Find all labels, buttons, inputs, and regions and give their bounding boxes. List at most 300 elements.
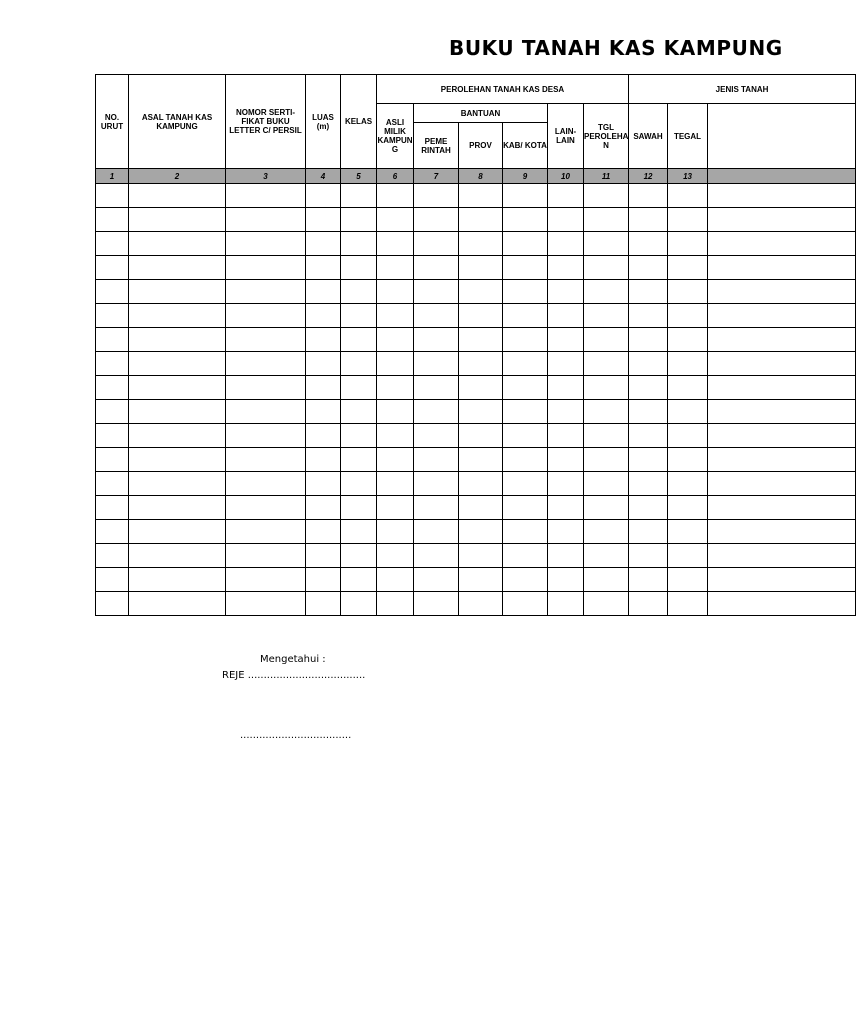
header-asal-tanah: ASAL TANAH KAS KAMPUNG <box>129 75 226 169</box>
table-cell <box>459 232 503 256</box>
column-number: 4 <box>306 169 341 184</box>
table-cell <box>414 352 459 376</box>
table-cell <box>459 280 503 304</box>
table-cell <box>96 424 129 448</box>
table-cell <box>414 568 459 592</box>
table-cell <box>548 472 584 496</box>
table-cell <box>629 184 668 208</box>
table-cell <box>668 400 708 424</box>
header-no-urut: NO. URUT <box>96 75 129 169</box>
table-cell <box>629 304 668 328</box>
table-cell <box>629 328 668 352</box>
land-register-table-container <box>95 74 769 625</box>
table-row <box>96 304 856 328</box>
table-cell <box>459 352 503 376</box>
table-row <box>96 544 856 568</box>
table-cell <box>459 304 503 328</box>
column-number: 11 <box>584 169 629 184</box>
table-cell <box>306 304 341 328</box>
column-number <box>708 169 856 184</box>
table-cell <box>129 424 226 448</box>
table-row <box>96 280 856 304</box>
table-cell <box>708 568 856 592</box>
table-cell <box>503 184 548 208</box>
table-cell <box>414 376 459 400</box>
table-cell <box>584 544 629 568</box>
table-cell <box>377 352 414 376</box>
table-cell <box>306 400 341 424</box>
table-cell <box>503 232 548 256</box>
table-row <box>96 232 856 256</box>
table-cell <box>629 496 668 520</box>
table-cell <box>548 184 584 208</box>
table-cell <box>306 280 341 304</box>
table-cell <box>708 400 856 424</box>
table-cell <box>341 256 377 280</box>
table-cell <box>96 304 129 328</box>
table-cell <box>548 232 584 256</box>
table-cell <box>668 184 708 208</box>
header-prov: PROV <box>459 123 503 169</box>
table-cell <box>96 544 129 568</box>
table-cell <box>306 232 341 256</box>
table-cell <box>668 448 708 472</box>
table-cell <box>96 592 129 616</box>
table-cell <box>129 232 226 256</box>
table-cell <box>629 520 668 544</box>
table-cell <box>341 304 377 328</box>
table-cell <box>414 304 459 328</box>
table-cell <box>629 472 668 496</box>
table-cell <box>503 376 548 400</box>
table-cell <box>377 376 414 400</box>
header-pemerintah: PEME RINTAH <box>414 123 459 169</box>
table-cell <box>708 424 856 448</box>
header-bantuan: BANTUAN <box>414 104 548 123</box>
table-cell <box>548 328 584 352</box>
table-cell <box>96 280 129 304</box>
table-cell <box>306 328 341 352</box>
table-cell <box>629 232 668 256</box>
table-cell <box>226 472 306 496</box>
table-cell <box>548 304 584 328</box>
table-cell <box>459 328 503 352</box>
table-cell <box>306 424 341 448</box>
table-cell <box>459 376 503 400</box>
table-cell <box>306 256 341 280</box>
table-cell <box>377 232 414 256</box>
table-cell <box>708 544 856 568</box>
header-sawah: SAWAH <box>629 104 668 169</box>
table-cell <box>129 400 226 424</box>
mengetahui-label: Mengetahui : <box>260 654 326 665</box>
table-cell <box>668 328 708 352</box>
table-cell <box>306 184 341 208</box>
table-cell <box>129 496 226 520</box>
table-cell <box>226 328 306 352</box>
table-cell <box>548 568 584 592</box>
table-cell <box>414 448 459 472</box>
table-cell <box>584 400 629 424</box>
table-cell <box>341 568 377 592</box>
column-number: 7 <box>414 169 459 184</box>
table-cell <box>341 544 377 568</box>
table-cell <box>459 448 503 472</box>
table-cell <box>129 448 226 472</box>
table-cell <box>341 280 377 304</box>
table-cell <box>629 448 668 472</box>
table-cell <box>584 256 629 280</box>
table-cell <box>708 256 856 280</box>
table-cell <box>629 352 668 376</box>
table-cell <box>341 472 377 496</box>
table-cell <box>377 448 414 472</box>
table-row <box>96 400 856 424</box>
table-cell <box>503 328 548 352</box>
column-number-row <box>96 169 856 184</box>
header-luas: LUAS (m) <box>306 75 341 169</box>
table-cell <box>226 568 306 592</box>
table-cell <box>414 520 459 544</box>
table-cell <box>459 184 503 208</box>
table-cell <box>584 352 629 376</box>
table-cell <box>459 544 503 568</box>
table-cell <box>414 472 459 496</box>
table-cell <box>708 232 856 256</box>
table-cell <box>708 376 856 400</box>
column-number: 9 <box>503 169 548 184</box>
table-cell <box>341 232 377 256</box>
table-cell <box>503 568 548 592</box>
table-row <box>96 568 856 592</box>
table-cell <box>129 256 226 280</box>
table-cell <box>129 376 226 400</box>
table-cell <box>629 424 668 448</box>
table-cell <box>341 352 377 376</box>
table-cell <box>96 256 129 280</box>
table-cell <box>226 520 306 544</box>
header-jenis-extra <box>708 104 856 169</box>
table-cell <box>459 400 503 424</box>
table-row <box>96 496 856 520</box>
table-cell <box>306 568 341 592</box>
table-cell <box>306 544 341 568</box>
table-cell <box>668 304 708 328</box>
header-perolehan: PEROLEHAN TANAH KAS DESA <box>377 75 629 104</box>
table-cell <box>129 592 226 616</box>
table-cell <box>377 568 414 592</box>
table-cell <box>708 472 856 496</box>
table-cell <box>414 592 459 616</box>
table-cell <box>129 520 226 544</box>
table-cell <box>584 328 629 352</box>
table-cell <box>503 520 548 544</box>
table-cell <box>341 424 377 448</box>
table-cell <box>341 328 377 352</box>
column-number: 3 <box>226 169 306 184</box>
table-cell <box>414 280 459 304</box>
table-cell <box>708 520 856 544</box>
header-jenis-tanah: JENIS TANAH <box>629 75 856 104</box>
table-cell <box>129 304 226 328</box>
table-row <box>96 592 856 616</box>
table-cell <box>584 208 629 232</box>
table-cell <box>548 208 584 232</box>
table-cell <box>708 280 856 304</box>
table-row <box>96 328 856 352</box>
table-cell <box>629 544 668 568</box>
signature-name-line: ................................... <box>240 730 352 741</box>
table-cell <box>668 280 708 304</box>
table-cell <box>226 208 306 232</box>
table-cell <box>96 328 129 352</box>
column-number: 10 <box>548 169 584 184</box>
column-number: 6 <box>377 169 414 184</box>
table-cell <box>129 544 226 568</box>
header-kelas: KELAS <box>341 75 377 169</box>
table-cell <box>129 472 226 496</box>
table-cell <box>629 256 668 280</box>
table-cell <box>96 184 129 208</box>
table-cell <box>96 232 129 256</box>
table-cell <box>668 376 708 400</box>
table-cell <box>226 256 306 280</box>
table-cell <box>341 400 377 424</box>
table-cell <box>668 472 708 496</box>
table-cell <box>226 544 306 568</box>
table-cell <box>629 208 668 232</box>
table-cell <box>548 544 584 568</box>
table-cell <box>377 280 414 304</box>
table-cell <box>226 304 306 328</box>
table-cell <box>414 328 459 352</box>
table-cell <box>414 544 459 568</box>
table-cell <box>226 400 306 424</box>
header-lain-lain: LAIN- LAIN <box>548 104 584 169</box>
table-cell <box>341 448 377 472</box>
table-cell <box>584 376 629 400</box>
table-cell <box>96 448 129 472</box>
table-row <box>96 472 856 496</box>
table-cell <box>668 424 708 448</box>
table-cell <box>629 376 668 400</box>
table-cell <box>96 400 129 424</box>
table-cell <box>341 376 377 400</box>
table-cell <box>668 256 708 280</box>
table-row <box>96 448 856 472</box>
table-cell <box>129 184 226 208</box>
table-cell <box>503 304 548 328</box>
table-cell <box>459 256 503 280</box>
table-cell <box>377 208 414 232</box>
table-cell <box>668 352 708 376</box>
table-cell <box>584 592 629 616</box>
table-cell <box>459 496 503 520</box>
table-cell <box>503 352 548 376</box>
table-cell <box>584 184 629 208</box>
header-nomor-sertifikat: NOMOR SERTI-FIKAT BUKU LETTER C/ PERSIL <box>226 75 306 169</box>
table-cell <box>548 376 584 400</box>
land-register-table <box>95 74 856 616</box>
table-cell <box>503 472 548 496</box>
table-cell <box>503 256 548 280</box>
column-number: 5 <box>341 169 377 184</box>
table-cell <box>377 304 414 328</box>
table-cell <box>129 568 226 592</box>
table-cell <box>668 232 708 256</box>
table-cell <box>629 280 668 304</box>
table-row <box>96 376 856 400</box>
table-cell <box>459 520 503 544</box>
table-cell <box>708 208 856 232</box>
table-cell <box>584 232 629 256</box>
column-number: 2 <box>129 169 226 184</box>
table-cell <box>306 448 341 472</box>
table-cell <box>548 280 584 304</box>
table-cell <box>129 280 226 304</box>
table-cell <box>341 520 377 544</box>
table-cell <box>708 328 856 352</box>
table-cell <box>129 208 226 232</box>
header-tegal: TEGAL <box>668 104 708 169</box>
table-cell <box>96 496 129 520</box>
table-cell <box>96 208 129 232</box>
table-cell <box>708 448 856 472</box>
table-cell <box>377 400 414 424</box>
table-cell <box>548 400 584 424</box>
table-cell <box>459 472 503 496</box>
table-cell <box>548 496 584 520</box>
table-cell <box>708 352 856 376</box>
table-cell <box>226 352 306 376</box>
table-cell <box>226 232 306 256</box>
table-cell <box>414 496 459 520</box>
table-cell <box>341 208 377 232</box>
table-cell <box>306 208 341 232</box>
table-cell <box>548 352 584 376</box>
table-row <box>96 208 856 232</box>
table-row <box>96 424 856 448</box>
table-cell <box>226 424 306 448</box>
table-cell <box>306 496 341 520</box>
table-cell <box>414 424 459 448</box>
table-cell <box>341 496 377 520</box>
table-cell <box>414 400 459 424</box>
reje-label: REJE ..................................... <box>222 670 366 681</box>
table-cell <box>584 520 629 544</box>
table-cell <box>226 376 306 400</box>
table-row <box>96 520 856 544</box>
table-cell <box>629 592 668 616</box>
table-cell <box>306 352 341 376</box>
table-cell <box>708 184 856 208</box>
table-cell <box>414 256 459 280</box>
header-asli-milik: ASLI MILIK KAMPUN G <box>377 104 414 169</box>
table-cell <box>548 448 584 472</box>
table-row <box>96 256 856 280</box>
table-cell <box>459 592 503 616</box>
table-cell <box>414 184 459 208</box>
table-cell <box>226 496 306 520</box>
table-cell <box>584 424 629 448</box>
table-cell <box>668 520 708 544</box>
table-cell <box>377 256 414 280</box>
table-cell <box>306 520 341 544</box>
page-title: BUKU TANAH KAS KAMPUNG <box>449 36 783 60</box>
table-cell <box>129 352 226 376</box>
table-cell <box>96 568 129 592</box>
table-cell <box>548 520 584 544</box>
table-cell <box>668 544 708 568</box>
header-kab-kota: KAB/ KOTA <box>503 123 548 169</box>
table-cell <box>377 328 414 352</box>
table-cell <box>306 592 341 616</box>
table-cell <box>226 280 306 304</box>
table-cell <box>584 568 629 592</box>
table-cell <box>503 208 548 232</box>
table-cell <box>414 208 459 232</box>
table-cell <box>548 592 584 616</box>
column-number: 12 <box>629 169 668 184</box>
table-cell <box>377 496 414 520</box>
table-cell <box>377 472 414 496</box>
table-cell <box>377 592 414 616</box>
header-tgl-perolehan: TGL PEROLEHA N <box>584 104 629 169</box>
table-cell <box>377 424 414 448</box>
table-cell <box>708 496 856 520</box>
table-cell <box>459 568 503 592</box>
table-cell <box>503 496 548 520</box>
table-cell <box>503 424 548 448</box>
table-cell <box>226 592 306 616</box>
table-cell <box>584 448 629 472</box>
table-cell <box>668 208 708 232</box>
column-number: 13 <box>668 169 708 184</box>
table-cell <box>414 232 459 256</box>
table-cell <box>668 496 708 520</box>
table-cell <box>668 568 708 592</box>
table-cell <box>377 544 414 568</box>
table-cell <box>584 496 629 520</box>
table-cell <box>584 472 629 496</box>
table-cell <box>96 520 129 544</box>
table-cell <box>306 472 341 496</box>
table-cell <box>96 472 129 496</box>
table-row <box>96 184 856 208</box>
table-cell <box>96 376 129 400</box>
table-cell <box>226 184 306 208</box>
table-cell <box>377 520 414 544</box>
table-cell <box>503 448 548 472</box>
table-cell <box>459 208 503 232</box>
table-cell <box>226 448 306 472</box>
table-cell <box>377 184 414 208</box>
table-cell <box>503 592 548 616</box>
table-cell <box>503 544 548 568</box>
table-cell <box>548 256 584 280</box>
table-cell <box>708 592 856 616</box>
table-cell <box>668 592 708 616</box>
table-cell <box>548 424 584 448</box>
table-body <box>96 184 856 616</box>
table-cell <box>341 184 377 208</box>
table-cell <box>306 376 341 400</box>
table-cell <box>96 352 129 376</box>
table-cell <box>629 568 668 592</box>
column-number: 8 <box>459 169 503 184</box>
table-row <box>96 352 856 376</box>
table-cell <box>503 280 548 304</box>
